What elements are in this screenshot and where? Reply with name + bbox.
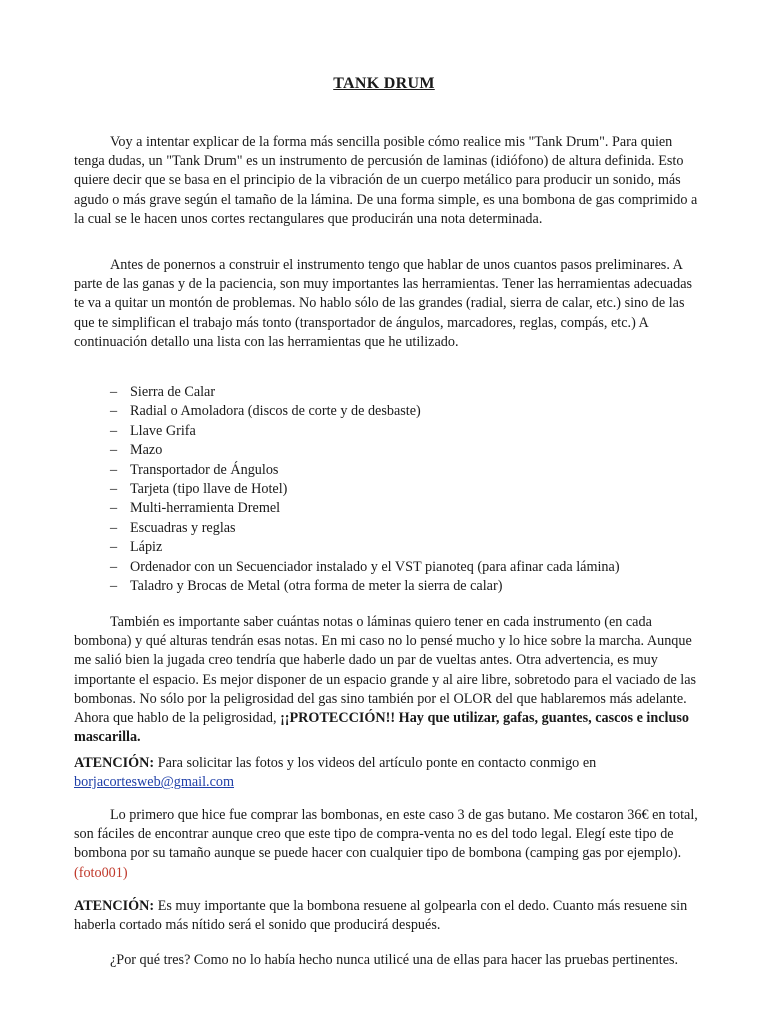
document-title: TANK DRUM [333, 75, 435, 92]
dash-bullet: – [110, 461, 118, 478]
list-item-text: Lápiz [130, 539, 163, 556]
dash-bullet: – [110, 519, 118, 536]
email-link[interactable]: borjacortesweb@gmail.com [74, 774, 235, 791]
tools-list [74, 383, 714, 596]
tools-intro-text: Antes de ponernos a construir el instrumento tengo que hablar de unos cuantos pasos preliminares. A parte de las ganas y de la paciencia, son muy importantes las herramientas. Tener las herramientas adecuadas te va a quitar un montón de problemas. No hablo sólo de las grandes (radial, sierra de calar, etc.) sino de las que te simplifican el trabajo más tonto (transportador de ángulos, marcadores, reglas, compás, etc.) A continuación detallo una lista con las herramientas que he utilizado. [74, 257, 693, 350]
intro-text: Voy a intentar explicar de la forma más sencilla posible cómo realice mis "Tank Drum". Para quien tenga dudas, un "Tank Drum" es un instrumento de percusión de laminas (idiófono) de altura definida. Esto quiere decir que se basa en el principio de la vibración de un cuerpo metálico para producir un sonido, más agudo o más grave según el tamaño de la lámina. De una forma simple, es una bombona de gas comprimido a la cual se le hacen unos cortes rectangulares que producirán una nota determinada. [74, 134, 698, 227]
contact-note [74, 754, 698, 792]
list-item [74, 383, 714, 402]
planning-paragraph [74, 613, 698, 747]
list-item [74, 422, 714, 441]
list-item-text: Sierra de Calar [130, 384, 216, 400]
dash-bullet: – [110, 558, 118, 575]
dash-bullet: – [110, 539, 118, 556]
attention-label: ATENCIÓN: [74, 755, 155, 771]
dash-bullet: – [110, 422, 118, 439]
list-item [74, 519, 714, 538]
list-item-text: Radial o Amoladora (discos de corte y de desbaste) [130, 403, 421, 420]
attention-label: ATENCIÓN: [74, 898, 155, 914]
dash-bullet: – [110, 480, 118, 497]
intro-paragraph [74, 133, 698, 229]
tools-intro-paragraph [74, 256, 698, 352]
list-item-text: Escuadras y reglas [130, 519, 236, 536]
dash-bullet: – [110, 577, 118, 594]
protection-warning: ¡¡PROTECCIÓN!! Hay que utilizar, gafas, guantes, cascos e incluso mascarilla. [74, 710, 690, 746]
list-item [74, 480, 714, 499]
list-item [74, 461, 714, 480]
list-item-text: Ordenador con un Secuenciador instalado y el VST pianoteq (para afinar cada lámina) [130, 558, 620, 575]
photo-reference: (foto001) [74, 864, 128, 881]
list-item-text: Llave Grifa [130, 422, 196, 439]
list-item [74, 402, 714, 421]
list-item [74, 499, 714, 518]
purchase-text: Lo primero que hice fue comprar las bombonas, en este caso 3 de gas butano. Me costaron 36€ en total, son fáciles de encontrar aunque creo que este tipo de compra-venta no es del todo legal. Elegí este tipo de bombona por su tamaño aunque se puede hacer con cualquier tipo de bombona (camping gas por ejemplo). [74, 807, 698, 862]
list-item [74, 538, 714, 557]
purchase-paragraph [74, 806, 698, 883]
list-item-text: Multi-herramienta Dremel [130, 500, 281, 517]
list-item-text: Tarjeta (tipo llave de Hotel) [130, 480, 288, 497]
dash-bullet: – [110, 442, 118, 459]
list-item-text: Transportador de Ángulos [130, 461, 279, 478]
why-three-text: ¿Por qué tres? Como no lo había hecho nunca utilicé una de ellas para hacer las pruebas pertinentes. [110, 952, 679, 968]
list-item-text: Taladro y Brocas de Metal (otra forma de meter la sierra de calar) [130, 577, 503, 594]
list-item-text: Mazo [130, 442, 163, 459]
dash-bullet: – [110, 403, 118, 420]
dash-bullet: – [110, 384, 118, 400]
why-three-paragraph [74, 951, 698, 970]
list-item [74, 441, 714, 460]
resonance-note [74, 897, 698, 935]
planning-text: También es importante saber cuántas notas o láminas quiero tener en cada instrumento (en cada bombona) y qué alturas tendrán esas notas. En mi caso no lo pensé mucho y lo hice sobre la marcha. Aunque me salió bien la jugada creo tendría que haberle dado un par de vueltas antes. Otra advertencia, es muy importante el espacio. Es mejor disponer de un espacio grande y al aire libre, sobretodo para el vaciado de las bombonas. No sólo por la peligrosidad del gas sino también por el OLOR del que hablaremos más adelante. Ahora que hablo de la peligrosidad, [74, 614, 697, 727]
resonance-note-text: Es muy importante que la bombona resuene al golpearla con el dedo. Cuanto más resuene sin haberla cortado más nítido será el sonido que producirá después. [74, 898, 688, 934]
contact-note-text: Para solicitar las fotos y los videos del artículo ponte en contacto conmigo en [154, 755, 597, 771]
list-item [74, 577, 714, 596]
dash-bullet: – [110, 500, 118, 517]
list-item [74, 558, 714, 577]
